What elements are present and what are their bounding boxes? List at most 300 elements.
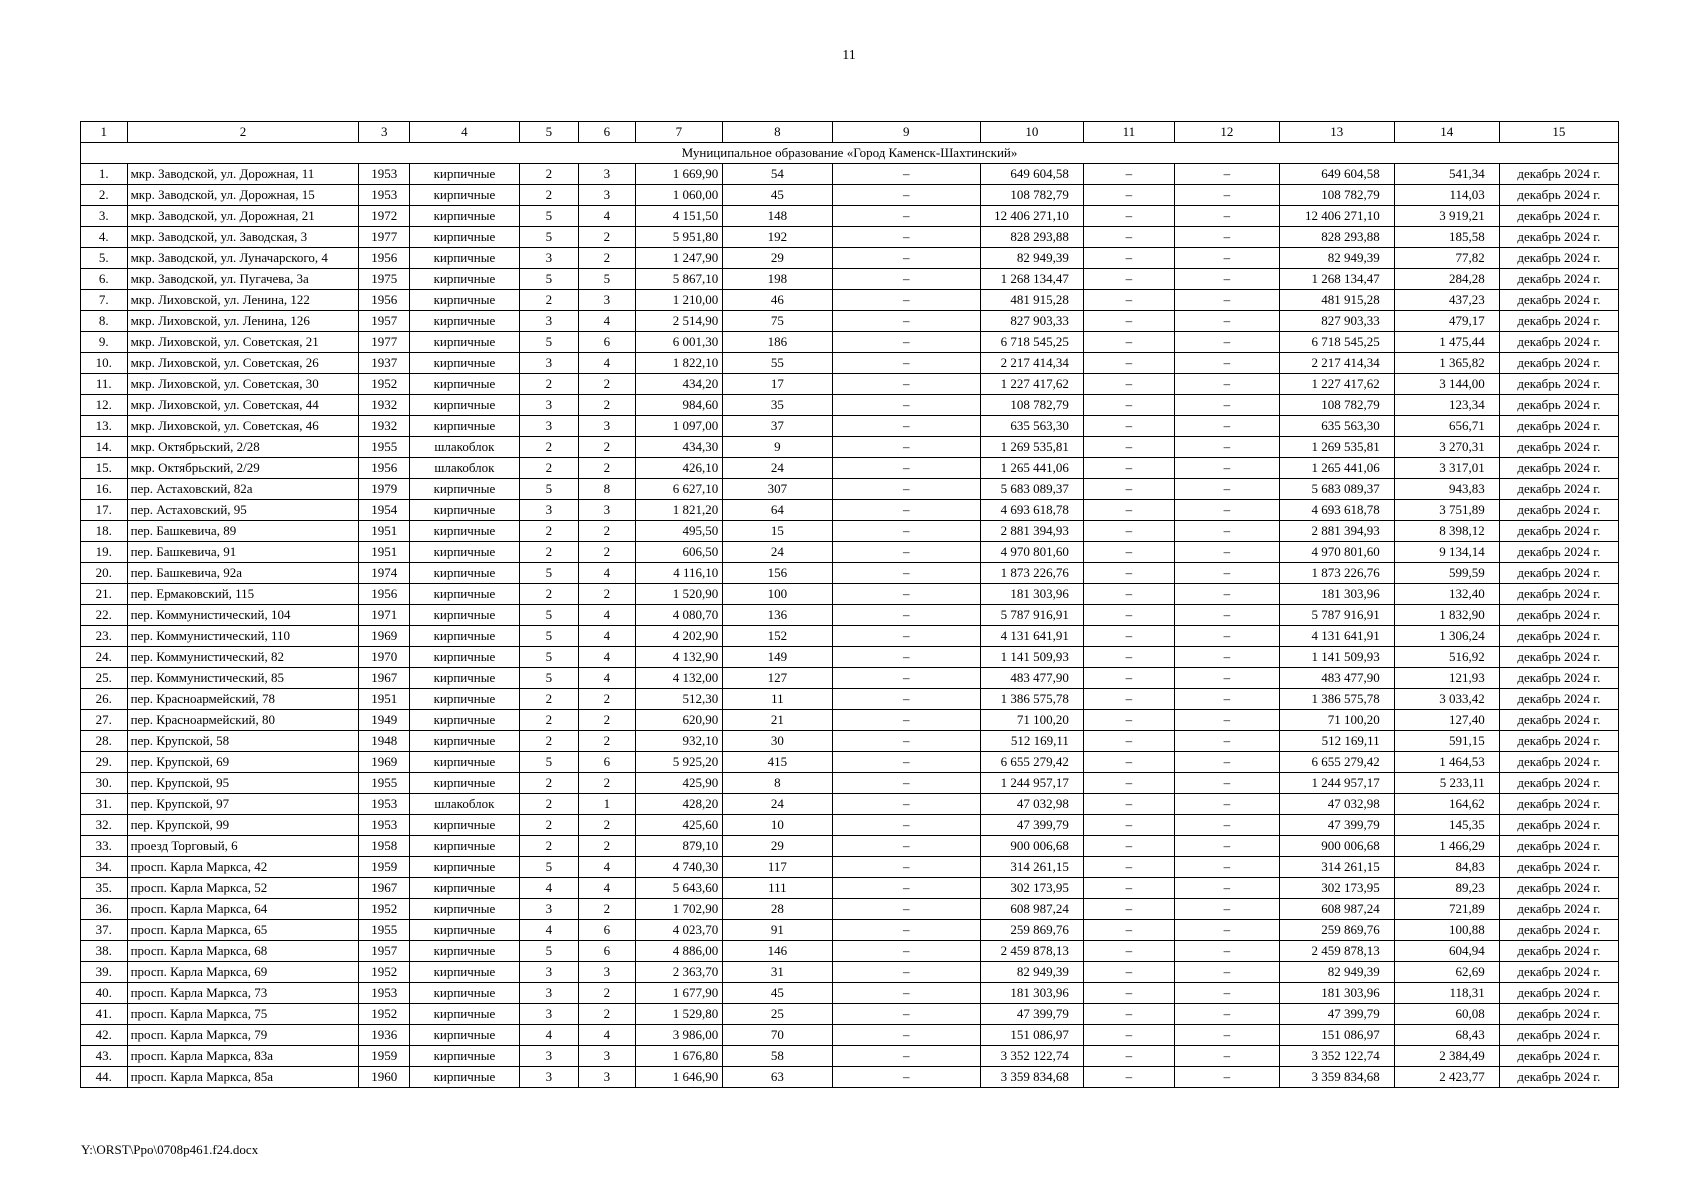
wall-material-cell: кирпичные [410, 689, 519, 710]
area-cell: 4 116,10 [635, 563, 723, 584]
column-13-cell: 47 032,98 [1279, 794, 1394, 815]
year-built-cell: 1952 [359, 1004, 410, 1025]
floors-cell: 2 [519, 689, 579, 710]
area-cell: 5 925,20 [635, 752, 723, 773]
column-9-cell: – [832, 227, 980, 248]
deadline-cell: декабрь 2024 г. [1499, 815, 1618, 836]
deadline-cell: декабрь 2024 г. [1499, 479, 1618, 500]
total-cost-cell: 108 782,79 [980, 395, 1083, 416]
column-9-cell: – [832, 857, 980, 878]
floors-cell: 2 [519, 458, 579, 479]
year-built-cell: 1977 [359, 227, 410, 248]
deadline-cell: декабрь 2024 г. [1499, 353, 1618, 374]
residents-cell: 30 [723, 731, 832, 752]
residents-cell: 46 [723, 290, 832, 311]
column-12-cell: – [1174, 920, 1279, 941]
column-12-cell: – [1174, 500, 1279, 521]
residents-cell: 111 [723, 878, 832, 899]
entrances-cell: 4 [579, 647, 635, 668]
column-9-cell: – [832, 395, 980, 416]
cost-per-m2-cell: 132,40 [1394, 584, 1499, 605]
column-11-cell: – [1083, 374, 1174, 395]
column-11-cell: – [1083, 248, 1174, 269]
wall-material-cell: кирпичные [410, 521, 519, 542]
column-12-cell: – [1174, 290, 1279, 311]
column-9-cell: – [832, 668, 980, 689]
floors-cell: 3 [519, 248, 579, 269]
address-cell: пер. Крупской, 69 [127, 752, 359, 773]
wall-material-cell: кирпичные [410, 479, 519, 500]
column-9-cell: – [832, 458, 980, 479]
deadline-cell: декабрь 2024 г. [1499, 458, 1618, 479]
residents-cell: 307 [723, 479, 832, 500]
column-13-cell: 181 303,96 [1279, 584, 1394, 605]
address-cell: мкр. Лиховской, ул. Советская, 46 [127, 416, 359, 437]
entrances-cell: 2 [579, 584, 635, 605]
deadline-cell: декабрь 2024 г. [1499, 962, 1618, 983]
residents-cell: 149 [723, 647, 832, 668]
table-row [81, 668, 1619, 689]
column-12-cell: – [1174, 899, 1279, 920]
address-cell: просп. Карла Маркса, 69 [127, 962, 359, 983]
floors-cell: 5 [519, 269, 579, 290]
area-cell: 5 643,60 [635, 878, 723, 899]
row-number-cell: 17. [81, 500, 128, 521]
column-header: 3 [359, 122, 410, 143]
floors-cell: 5 [519, 626, 579, 647]
deadline-cell: декабрь 2024 г. [1499, 374, 1618, 395]
area-cell: 495,50 [635, 521, 723, 542]
column-12-cell: – [1174, 521, 1279, 542]
area-cell: 4 132,90 [635, 647, 723, 668]
deadline-cell: декабрь 2024 г. [1499, 500, 1618, 521]
column-13-cell: 2 459 878,13 [1279, 941, 1394, 962]
deadline-cell: декабрь 2024 г. [1499, 836, 1618, 857]
cost-per-m2-cell: 3 751,89 [1394, 500, 1499, 521]
floors-cell: 5 [519, 479, 579, 500]
total-cost-cell: 4 693 618,78 [980, 500, 1083, 521]
cost-per-m2-cell: 185,58 [1394, 227, 1499, 248]
column-header: 4 [410, 122, 519, 143]
cost-per-m2-cell: 3 270,31 [1394, 437, 1499, 458]
wall-material-cell: кирпичные [410, 1004, 519, 1025]
row-number-cell: 10. [81, 353, 128, 374]
wall-material-cell: кирпичные [410, 1025, 519, 1046]
area-cell: 932,10 [635, 731, 723, 752]
table-row [81, 689, 1619, 710]
floors-cell: 2 [519, 290, 579, 311]
deadline-cell: декабрь 2024 г. [1499, 395, 1618, 416]
column-9-cell: – [832, 983, 980, 1004]
wall-material-cell: кирпичные [410, 710, 519, 731]
entrances-cell: 2 [579, 374, 635, 395]
cost-per-m2-cell: 77,82 [1394, 248, 1499, 269]
residents-cell: 63 [723, 1067, 832, 1088]
address-cell: пер. Башкевича, 89 [127, 521, 359, 542]
wall-material-cell: шлакоблок [410, 437, 519, 458]
column-9-cell: – [832, 773, 980, 794]
area-cell: 6 001,30 [635, 332, 723, 353]
area-cell: 1 210,00 [635, 290, 723, 311]
wall-material-cell: кирпичные [410, 311, 519, 332]
residents-cell: 152 [723, 626, 832, 647]
column-9-cell: – [832, 647, 980, 668]
column-13-cell: 1 873 226,76 [1279, 563, 1394, 584]
cost-per-m2-cell: 3 033,42 [1394, 689, 1499, 710]
column-9-cell: – [832, 962, 980, 983]
wall-material-cell: кирпичные [410, 857, 519, 878]
wall-material-cell: кирпичные [410, 248, 519, 269]
column-13-cell: 82 949,39 [1279, 962, 1394, 983]
cost-per-m2-cell: 604,94 [1394, 941, 1499, 962]
entrances-cell: 2 [579, 710, 635, 731]
table-row [81, 1025, 1619, 1046]
area-cell: 1 247,90 [635, 248, 723, 269]
wall-material-cell: кирпичные [410, 269, 519, 290]
year-built-cell: 1956 [359, 248, 410, 269]
residents-cell: 146 [723, 941, 832, 962]
column-9-cell: – [832, 206, 980, 227]
column-header: 11 [1083, 122, 1174, 143]
year-built-cell: 1953 [359, 983, 410, 1004]
column-11-cell: – [1083, 689, 1174, 710]
wall-material-cell: шлакоблок [410, 458, 519, 479]
column-12-cell: – [1174, 185, 1279, 206]
table-row [81, 794, 1619, 815]
table-row [81, 1046, 1619, 1067]
wall-material-cell: кирпичные [410, 731, 519, 752]
deadline-cell: декабрь 2024 г. [1499, 290, 1618, 311]
column-9-cell: – [832, 374, 980, 395]
residents-cell: 64 [723, 500, 832, 521]
area-cell: 428,20 [635, 794, 723, 815]
column-9-cell: – [832, 752, 980, 773]
cost-per-m2-cell: 3 317,01 [1394, 458, 1499, 479]
column-header: 8 [723, 122, 832, 143]
floors-cell: 2 [519, 710, 579, 731]
table-row [81, 983, 1619, 1004]
column-11-cell: – [1083, 311, 1174, 332]
wall-material-cell: кирпичные [410, 1067, 519, 1088]
row-number-cell: 31. [81, 794, 128, 815]
cost-per-m2-cell: 2 423,77 [1394, 1067, 1499, 1088]
cost-per-m2-cell: 62,69 [1394, 962, 1499, 983]
floors-cell: 2 [519, 437, 579, 458]
deadline-cell: декабрь 2024 г. [1499, 752, 1618, 773]
deadline-cell: декабрь 2024 г. [1499, 521, 1618, 542]
floors-cell: 5 [519, 941, 579, 962]
residents-cell: 24 [723, 542, 832, 563]
address-cell: проезд Торговый, 6 [127, 836, 359, 857]
residents-cell: 75 [723, 311, 832, 332]
residents-cell: 186 [723, 332, 832, 353]
area-cell: 1 669,90 [635, 164, 723, 185]
cost-per-m2-cell: 123,34 [1394, 395, 1499, 416]
address-cell: мкр. Лиховской, ул. Ленина, 122 [127, 290, 359, 311]
total-cost-cell: 3 352 122,74 [980, 1046, 1083, 1067]
row-number-cell: 35. [81, 878, 128, 899]
column-13-cell: 47 399,79 [1279, 1004, 1394, 1025]
residents-cell: 21 [723, 710, 832, 731]
table-row [81, 899, 1619, 920]
wall-material-cell: кирпичные [410, 542, 519, 563]
column-12-cell: – [1174, 311, 1279, 332]
column-9-cell: – [832, 605, 980, 626]
row-number-cell: 12. [81, 395, 128, 416]
column-13-cell: 1 141 509,93 [1279, 647, 1394, 668]
table-row [81, 311, 1619, 332]
area-cell: 879,10 [635, 836, 723, 857]
column-13-cell: 71 100,20 [1279, 710, 1394, 731]
total-cost-cell: 71 100,20 [980, 710, 1083, 731]
row-number-cell: 6. [81, 269, 128, 290]
floors-cell: 3 [519, 1004, 579, 1025]
column-9-cell: – [832, 479, 980, 500]
floors-cell: 2 [519, 185, 579, 206]
row-number-cell: 5. [81, 248, 128, 269]
area-cell: 606,50 [635, 542, 723, 563]
column-12-cell: – [1174, 689, 1279, 710]
residents-cell: 192 [723, 227, 832, 248]
column-11-cell: – [1083, 458, 1174, 479]
wall-material-cell: кирпичные [410, 164, 519, 185]
column-11-cell: – [1083, 563, 1174, 584]
year-built-cell: 1956 [359, 458, 410, 479]
floors-cell: 3 [519, 500, 579, 521]
column-13-cell: 181 303,96 [1279, 983, 1394, 1004]
entrances-cell: 2 [579, 542, 635, 563]
cost-per-m2-cell: 1 464,53 [1394, 752, 1499, 773]
deadline-cell: декабрь 2024 г. [1499, 899, 1618, 920]
year-built-cell: 1960 [359, 1067, 410, 1088]
column-12-cell: – [1174, 605, 1279, 626]
column-header: 13 [1279, 122, 1394, 143]
entrances-cell: 2 [579, 458, 635, 479]
total-cost-cell: 635 563,30 [980, 416, 1083, 437]
deadline-cell: декабрь 2024 г. [1499, 941, 1618, 962]
deadline-cell: декабрь 2024 г. [1499, 1046, 1618, 1067]
row-number-cell: 24. [81, 647, 128, 668]
row-number-cell: 22. [81, 605, 128, 626]
column-11-cell: – [1083, 542, 1174, 563]
table-row [81, 479, 1619, 500]
column-11-cell: – [1083, 584, 1174, 605]
wall-material-cell: кирпичные [410, 416, 519, 437]
area-cell: 3 986,00 [635, 1025, 723, 1046]
floors-cell: 5 [519, 605, 579, 626]
column-11-cell: – [1083, 1067, 1174, 1088]
row-number-cell: 11. [81, 374, 128, 395]
section-title-row [81, 143, 1619, 164]
column-11-cell: – [1083, 1004, 1174, 1025]
total-cost-cell: 1 244 957,17 [980, 773, 1083, 794]
cost-per-m2-cell: 5 233,11 [1394, 773, 1499, 794]
column-13-cell: 314 261,15 [1279, 857, 1394, 878]
cost-per-m2-cell: 2 384,49 [1394, 1046, 1499, 1067]
column-11-cell: – [1083, 479, 1174, 500]
floors-cell: 5 [519, 206, 579, 227]
area-cell: 4 080,70 [635, 605, 723, 626]
column-13-cell: 827 903,33 [1279, 311, 1394, 332]
wall-material-cell: кирпичные [410, 353, 519, 374]
year-built-cell: 1956 [359, 584, 410, 605]
total-cost-cell: 649 604,58 [980, 164, 1083, 185]
table-row [81, 857, 1619, 878]
column-11-cell: – [1083, 416, 1174, 437]
deadline-cell: декабрь 2024 г. [1499, 878, 1618, 899]
table-row [81, 920, 1619, 941]
column-11-cell: – [1083, 353, 1174, 374]
cost-per-m2-cell: 1 365,82 [1394, 353, 1499, 374]
column-13-cell: 5 787 916,91 [1279, 605, 1394, 626]
cost-per-m2-cell: 1 475,44 [1394, 332, 1499, 353]
table-row [81, 1067, 1619, 1088]
area-cell: 1 677,90 [635, 983, 723, 1004]
year-built-cell: 1936 [359, 1025, 410, 1046]
column-12-cell: – [1174, 479, 1279, 500]
column-12-cell: – [1174, 458, 1279, 479]
address-cell: мкр. Заводской, ул. Пугачева, 3а [127, 269, 359, 290]
residents-cell: 35 [723, 395, 832, 416]
total-cost-cell: 181 303,96 [980, 584, 1083, 605]
table-row [81, 206, 1619, 227]
residents-cell: 31 [723, 962, 832, 983]
deadline-cell: декабрь 2024 г. [1499, 1025, 1618, 1046]
table-row [81, 731, 1619, 752]
column-12-cell: – [1174, 584, 1279, 605]
column-13-cell: 1 265 441,06 [1279, 458, 1394, 479]
year-built-cell: 1979 [359, 479, 410, 500]
residents-cell: 28 [723, 899, 832, 920]
column-11-cell: – [1083, 815, 1174, 836]
column-12-cell: – [1174, 752, 1279, 773]
table-row [81, 773, 1619, 794]
floors-cell: 2 [519, 521, 579, 542]
column-11-cell: – [1083, 710, 1174, 731]
entrances-cell: 3 [579, 500, 635, 521]
row-number-cell: 15. [81, 458, 128, 479]
area-cell: 1 529,80 [635, 1004, 723, 1025]
floors-cell: 2 [519, 794, 579, 815]
table-row [81, 374, 1619, 395]
year-built-cell: 1952 [359, 374, 410, 395]
column-12-cell: – [1174, 563, 1279, 584]
column-13-cell: 512 169,11 [1279, 731, 1394, 752]
year-built-cell: 1970 [359, 647, 410, 668]
column-9-cell: – [832, 836, 980, 857]
residents-cell: 17 [723, 374, 832, 395]
column-9-cell: – [832, 794, 980, 815]
column-12-cell: – [1174, 1004, 1279, 1025]
table-row [81, 353, 1619, 374]
year-built-cell: 1953 [359, 815, 410, 836]
column-12-cell: – [1174, 416, 1279, 437]
area-cell: 425,60 [635, 815, 723, 836]
residents-cell: 9 [723, 437, 832, 458]
municipality-title: Муниципальное образование «Город Каменск-Шахтинский» [81, 143, 1619, 164]
residents-cell: 127 [723, 668, 832, 689]
column-11-cell: – [1083, 626, 1174, 647]
year-built-cell: 1972 [359, 206, 410, 227]
column-12-cell: – [1174, 878, 1279, 899]
area-cell: 1 097,00 [635, 416, 723, 437]
floors-cell: 3 [519, 983, 579, 1004]
address-cell: мкр. Лиховской, ул. Советская, 21 [127, 332, 359, 353]
column-13-cell: 1 269 535,81 [1279, 437, 1394, 458]
row-number-cell: 8. [81, 311, 128, 332]
wall-material-cell: кирпичные [410, 563, 519, 584]
row-number-cell: 33. [81, 836, 128, 857]
area-cell: 434,20 [635, 374, 723, 395]
total-cost-cell: 2 217 414,34 [980, 353, 1083, 374]
wall-material-cell: кирпичные [410, 374, 519, 395]
table-row [81, 647, 1619, 668]
address-cell: мкр. Лиховской, ул. Советская, 44 [127, 395, 359, 416]
floors-cell: 2 [519, 542, 579, 563]
column-12-cell: – [1174, 395, 1279, 416]
wall-material-cell: кирпичные [410, 185, 519, 206]
address-cell: просп. Карла Маркса, 83а [127, 1046, 359, 1067]
wall-material-cell: кирпичные [410, 227, 519, 248]
row-number-cell: 27. [81, 710, 128, 731]
table-row [81, 332, 1619, 353]
table-row [81, 164, 1619, 185]
total-cost-cell: 827 903,33 [980, 311, 1083, 332]
residents-cell: 198 [723, 269, 832, 290]
floors-cell: 3 [519, 962, 579, 983]
cost-per-m2-cell: 100,88 [1394, 920, 1499, 941]
total-cost-cell: 2 881 394,93 [980, 521, 1083, 542]
row-number-cell: 29. [81, 752, 128, 773]
deadline-cell: декабрь 2024 г. [1499, 248, 1618, 269]
floors-cell: 3 [519, 311, 579, 332]
area-cell: 1 821,20 [635, 500, 723, 521]
entrances-cell: 3 [579, 185, 635, 206]
column-11-cell: – [1083, 185, 1174, 206]
column-13-cell: 4 693 618,78 [1279, 500, 1394, 521]
cost-per-m2-cell: 84,83 [1394, 857, 1499, 878]
column-13-cell: 151 086,97 [1279, 1025, 1394, 1046]
row-number-cell: 7. [81, 290, 128, 311]
column-11-cell: – [1083, 290, 1174, 311]
entrances-cell: 3 [579, 416, 635, 437]
total-cost-cell: 481 915,28 [980, 290, 1083, 311]
floors-cell: 5 [519, 857, 579, 878]
area-cell: 1 060,00 [635, 185, 723, 206]
area-cell: 1 646,90 [635, 1067, 723, 1088]
total-cost-cell: 483 477,90 [980, 668, 1083, 689]
entrances-cell: 3 [579, 962, 635, 983]
column-9-cell: – [832, 311, 980, 332]
column-12-cell: – [1174, 1025, 1279, 1046]
deadline-cell: декабрь 2024 г. [1499, 311, 1618, 332]
cost-per-m2-cell: 721,89 [1394, 899, 1499, 920]
address-cell: мкр. Заводской, ул. Дорожная, 15 [127, 185, 359, 206]
cost-per-m2-cell: 3 144,00 [1394, 374, 1499, 395]
year-built-cell: 1954 [359, 500, 410, 521]
column-12-cell: – [1174, 227, 1279, 248]
area-cell: 4 202,90 [635, 626, 723, 647]
table-row [81, 962, 1619, 983]
column-11-cell: – [1083, 227, 1174, 248]
year-built-cell: 1937 [359, 353, 410, 374]
row-number-cell: 37. [81, 920, 128, 941]
column-12-cell: – [1174, 332, 1279, 353]
address-cell: просп. Карла Маркса, 85а [127, 1067, 359, 1088]
wall-material-cell: кирпичные [410, 395, 519, 416]
total-cost-cell: 6 718 545,25 [980, 332, 1083, 353]
column-9-cell: – [832, 731, 980, 752]
